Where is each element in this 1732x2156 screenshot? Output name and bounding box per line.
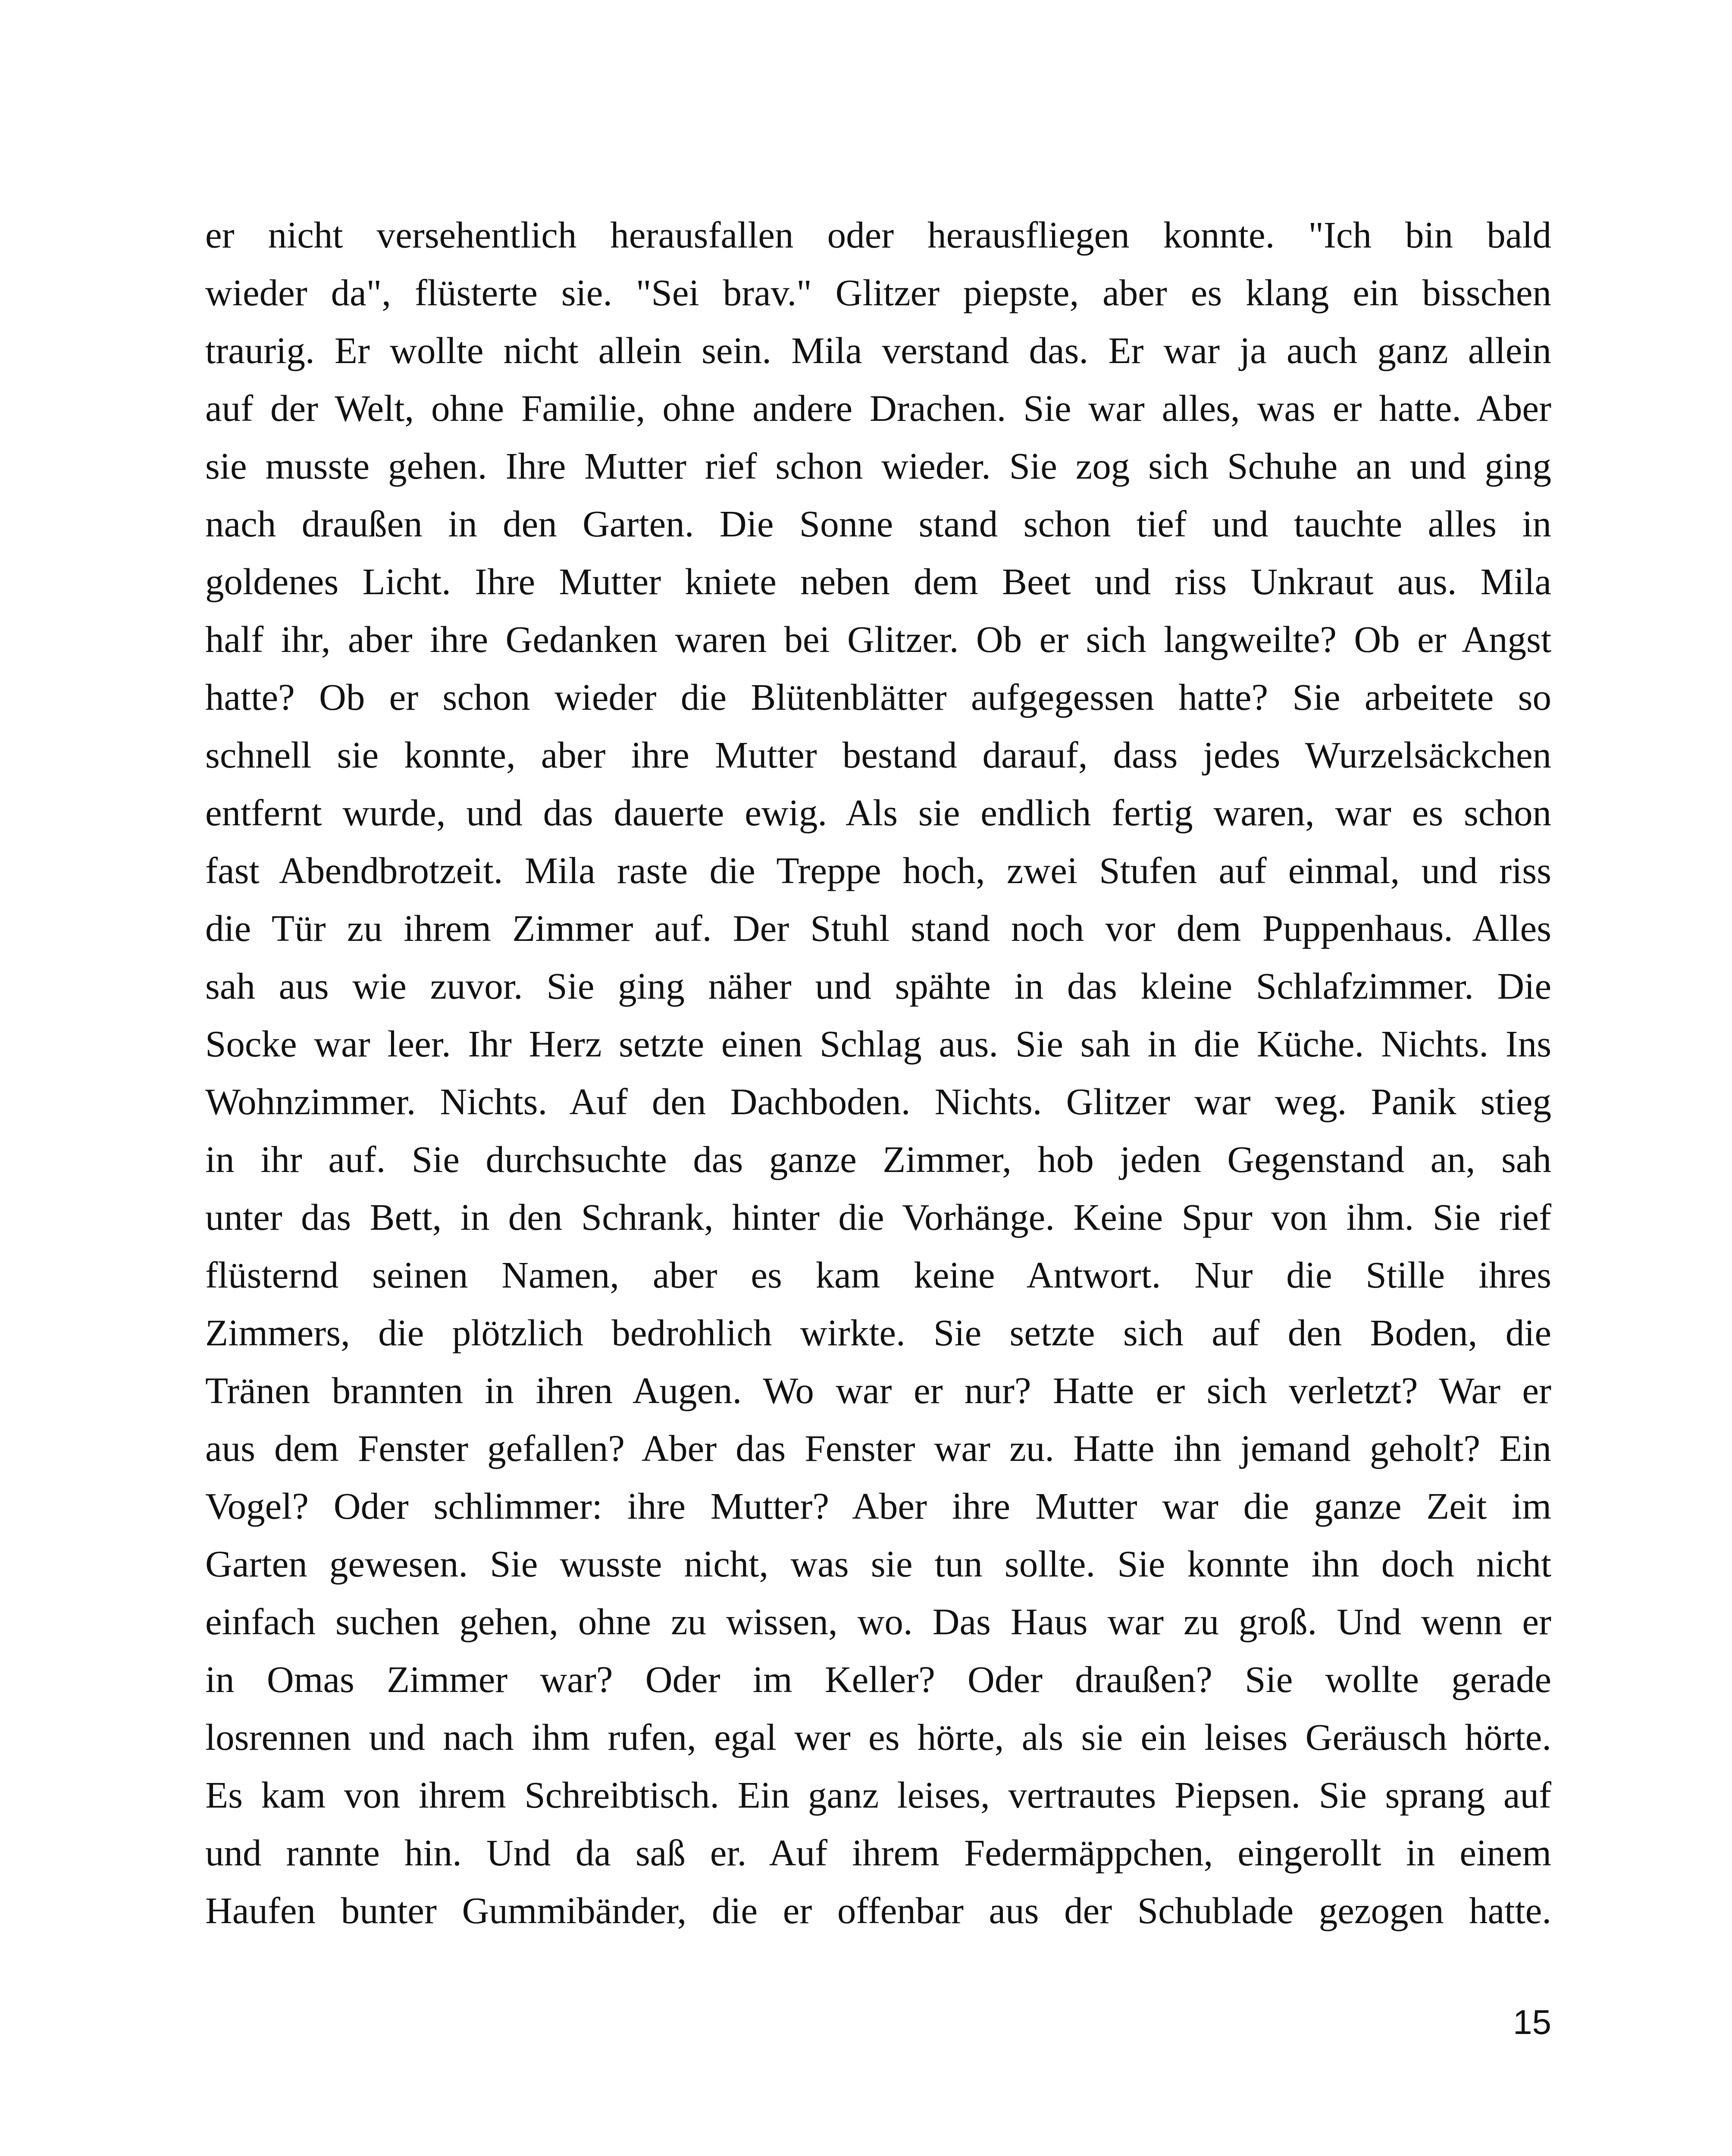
body-text bbox=[205, 206, 1551, 1940]
text-line: Es kam von ihrem Schreibtisch. Ein ganz leises, vertrautes Piepsen. Sie sprang auf bbox=[205, 1774, 1551, 1816]
text-line: flüsternd seinen Namen, aber es kam keine Antwort. Nur die Stille ihres bbox=[205, 1254, 1551, 1296]
text-line: goldenes Licht. Ihre Mutter kniete neben dem Beet und riss Unkraut aus. Mila bbox=[205, 561, 1551, 602]
text-line: in ihr auf. Sie durchsuchte das ganze Zimmer, hob jeden Gegenstand an, sah bbox=[205, 1138, 1551, 1180]
text-line: Haufen bunter Gummibänder, die er offenbar aus der Schublade gezogen hatte. bbox=[205, 1890, 1551, 1931]
text-line: Wohnzimmer. Nichts. Auf den Dachboden. Nichts. Glitzer war weg. Panik stieg bbox=[205, 1081, 1551, 1122]
text-line: nach draußen in den Garten. Die Sonne stand schon tief und tauchte alles in bbox=[205, 503, 1551, 545]
text-line: er nicht versehentlich herausfallen oder herausfliegen konnte. "Ich bin bald bbox=[205, 214, 1551, 256]
text-line: sie musste gehen. Ihre Mutter rief schon wieder. Sie zog sich Schuhe an und ging bbox=[205, 445, 1551, 487]
text-line: aus dem Fenster gefallen? Aber das Fenster war zu. Hatte ihn jemand geholt? Ein bbox=[205, 1427, 1551, 1469]
text-line: einfach suchen gehen, ohne zu wissen, wo. Das Haus war zu groß. Und wenn er bbox=[205, 1601, 1551, 1642]
text-line: sah aus wie zuvor. Sie ging näher und spähte in das kleine Schlafzimmer. Die bbox=[205, 965, 1551, 1007]
text-line: die Tür zu ihrem Zimmer auf. Der Stuhl stand noch vor dem Puppenhaus. Alles bbox=[205, 907, 1551, 949]
text-line: half ihr, aber ihre Gedanken waren bei Glitzer. Ob er sich langweilte? Ob er Angst bbox=[205, 618, 1551, 660]
text-line: hatte? Ob er schon wieder die Blütenblätter aufgegessen hatte? Sie arbeitete so bbox=[205, 676, 1551, 718]
text-line: Garten gewesen. Sie wusste nicht, was sie tun sollte. Sie konnte ihn doch nicht bbox=[205, 1543, 1551, 1585]
page-number: 15 bbox=[1513, 2003, 1551, 2041]
text-line: Socke war leer. Ihr Herz setzte einen Schlag aus. Sie sah in die Küche. Nichts. Ins bbox=[205, 1023, 1551, 1065]
text-line: Tränen brannten in ihren Augen. Wo war er nur? Hatte er sich verletzt? War er bbox=[205, 1369, 1551, 1411]
text-line: entfernt wurde, und das dauerte ewig. Als sie endlich fertig waren, war es schon bbox=[205, 792, 1551, 834]
text-line: traurig. Er wollte nicht allein sein. Mila verstand das. Er war ja auch ganz allein bbox=[205, 329, 1551, 371]
text-line: Vogel? Oder schlimmer: ihre Mutter? Aber ihre Mutter war die ganze Zeit im bbox=[205, 1485, 1551, 1527]
text-line: und rannte hin. Und da saß er. Auf ihrem Federmäppchen, eingerollt in einem bbox=[205, 1832, 1551, 1874]
text-line: fast Abendbrotzeit. Mila raste die Treppe hoch, zwei Stufen auf einmal, und riss bbox=[205, 849, 1551, 891]
text-line: losrennen und nach ihm rufen, egal wer es hörte, als sie ein leises Geräusch hörte. bbox=[205, 1716, 1551, 1758]
text-line: auf der Welt, ohne Familie, ohne andere Drachen. Sie war alles, was er hatte. Aber bbox=[205, 387, 1551, 429]
text-line: unter das Bett, in den Schrank, hinter die Vorhänge. Keine Spur von ihm. Sie rief bbox=[205, 1196, 1551, 1238]
text-line: wieder da", flüsterte sie. "Sei brav." Glitzer piepste, aber es klang ein bisschen bbox=[205, 272, 1551, 313]
text-line: in Omas Zimmer war? Oder im Keller? Oder draußen? Sie wollte gerade bbox=[205, 1658, 1551, 1700]
text-line: schnell sie konnte, aber ihre Mutter bestand darauf, dass jedes Wurzelsäckchen bbox=[205, 734, 1551, 776]
text-line: Zimmers, die plötzlich bedrohlich wirkte. Sie setzte sich auf den Boden, die bbox=[205, 1312, 1551, 1354]
